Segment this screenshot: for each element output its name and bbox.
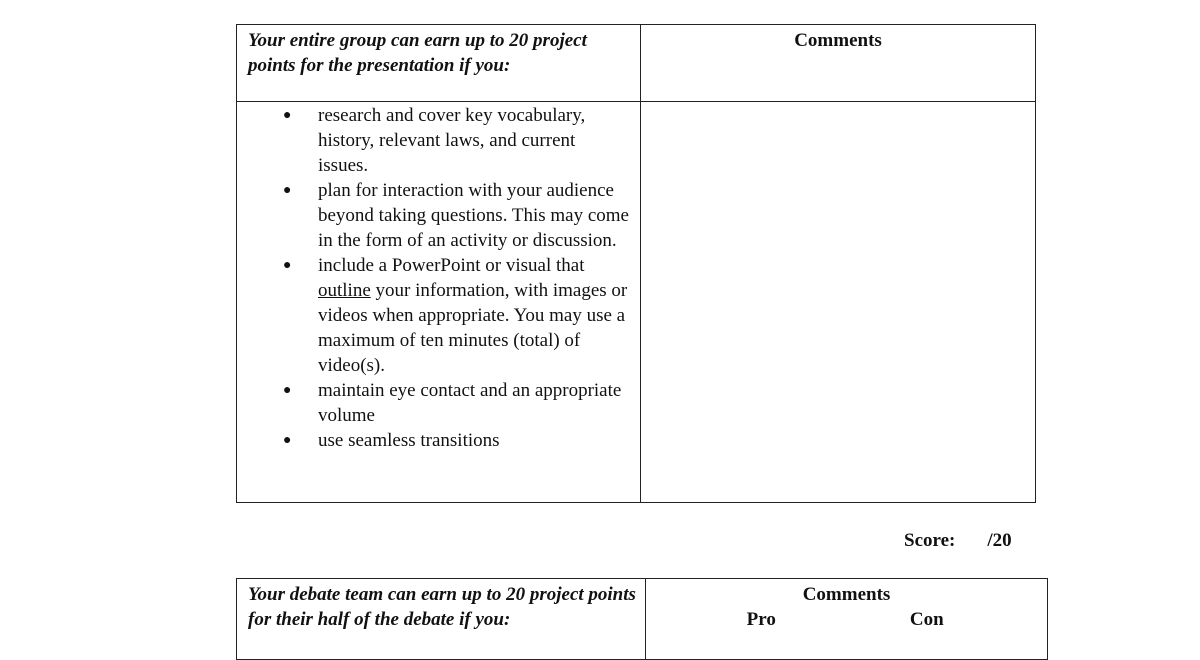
criteria-item-research (237, 103, 640, 178)
bullet-icon: ● (283, 383, 292, 398)
score-line (904, 528, 1012, 553)
presentation-comments-header: Comments (794, 30, 882, 51)
con-label: Con (909, 609, 944, 630)
criteria-item-text: research and cover key vocabulary, history, relevant laws, and current issues. (318, 105, 586, 176)
debate-comments-header-cell (646, 579, 1048, 660)
presentation-comments-cell (641, 102, 1036, 503)
criteria-item-text-pre: include a PowerPoint or visual that (318, 255, 585, 276)
bullet-icon: ● (283, 183, 292, 198)
criteria-item-transitions (237, 428, 640, 453)
criteria-item-eye-contact (237, 378, 640, 428)
score-total: /20 (987, 530, 1012, 551)
criteria-item-text: plan for interaction with your audience beyond taking questions. This may come in the form of an activity or discussion. (318, 180, 629, 251)
criteria-item-text: use seamless transitions (318, 430, 500, 451)
presentation-criteria-cell (237, 102, 641, 503)
presentation-criteria-header-cell (237, 25, 641, 102)
bullet-icon: ● (283, 433, 292, 448)
debate-rubric-table (236, 578, 1048, 660)
pro-con-header-row (646, 607, 1047, 632)
score-label: Score: (904, 530, 956, 551)
criteria-item-interaction (237, 178, 640, 253)
bullet-icon: ● (283, 258, 292, 273)
bullet-icon: ● (283, 108, 292, 123)
criteria-item-visual (237, 253, 640, 378)
debate-criteria-header-cell (237, 579, 646, 660)
debate-comments-header: Comments (802, 584, 891, 605)
criteria-item-underlined-word: outline (318, 280, 371, 301)
presentation-criteria-header: Your entire group can earn up to 20 project points for the presentation if you: (248, 30, 587, 76)
debate-criteria-header: Your debate team can earn up to 20 project points for their half of the debate if you: (248, 584, 636, 630)
presentation-criteria-list (237, 102, 640, 453)
pro-label: Pro (746, 609, 776, 630)
criteria-item-text: maintain eye contact and an appropriate volume (318, 380, 622, 426)
criteria-item-text-post: your information, with images or videos when appropriate. You may use a maximum of ten minutes (total) of video(s). (318, 280, 628, 376)
presentation-rubric-table (236, 24, 1036, 503)
presentation-comments-header-cell (641, 25, 1036, 102)
